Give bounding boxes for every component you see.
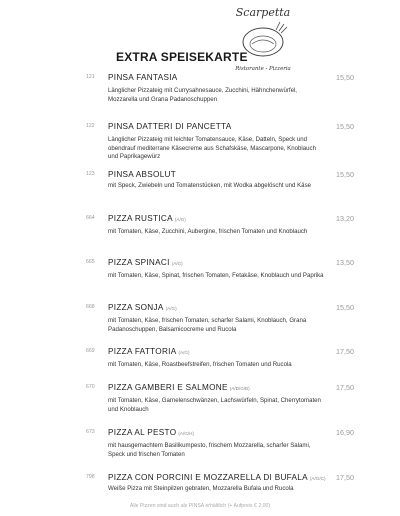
item-name: PINSA DATTERI DI PANCETTA [108,122,232,131]
item-name: PIZZA CON PORCINI E MOZZARELLA DI BUFALA (A/G/C) [108,473,326,482]
item-description: mit hausgemachtem Basilikumpesto, frischem Mozzarella, scharfer Salami, Speck und frischen Tomaten [108,442,311,458]
menu-item [86,170,354,189]
menu-item [86,73,354,103]
menu-item [86,214,354,235]
menu-item [86,303,354,333]
item-price: 15,50 [336,170,354,179]
logo-brand-text: Scarpetta [235,6,291,19]
item-price: 13,20 [336,214,354,223]
item-number: 123 [86,171,95,177]
item-price: 15,50 [336,122,354,131]
item-price: 17,50 [336,347,354,356]
item-description: mit Tomaten, Käse, Zucchini, Aubergine, frischen Tomaten und Knoblauch [108,228,308,235]
item-number: 673 [86,429,95,435]
item-name: PIZZA SPINACI (A/G) [108,258,183,267]
item-number: 121 [86,74,95,80]
item-description: mit Tomaten, Käse, Roastbeefstreifen, frischen Tomaten und Rucola [108,361,292,368]
item-description: Weiße Pizza mit Steinpilzen gebraten, Mozzarella Bufala und Rucola [108,485,294,492]
item-name: PIZZA AL PESTO (A/G/H) [108,428,194,437]
menu-item [86,383,354,413]
page-title: EXTRA SPEISEKARTE [116,50,248,64]
item-price: 15,50 [336,73,354,82]
item-number: 670 [86,384,95,390]
item-description: mit Tomaten, Käse, frischen Tomaten, scharfer Salami, Knoblauch, Grana Padanoschuppen, Balsamicocreme und Rucola [108,317,307,333]
menu-item [86,347,354,368]
item-description: mit Tomaten, Käse, Garnelenschwänzen, Lachswürfeln, Spinat, Cherrytomaten und Knoblauch [108,397,321,413]
item-number: 668 [86,304,95,310]
item-description: Länglicher Pizzateig mit leichter Tomatensauce, Käse, Datteln, Speck und obendrauf mediterrane Käsecreme aus Schafskäse, Mascarpone, Knoblauch und Paprikagewürz [108,136,316,161]
menu-item [86,428,354,458]
item-number: 122 [86,123,95,129]
menu-item [86,258,354,279]
menu-item [86,473,354,492]
item-name: PINSA ABSOLUT [108,170,177,179]
menu-list [86,0,354,516]
item-name: PIZZA RUSTICA (A/G) [108,214,186,223]
item-price: 15,50 [336,303,354,312]
item-name: PINSA FANTASIA [108,73,178,82]
menu-item [86,122,354,161]
item-price: 13,50 [336,258,354,267]
item-number: 664 [86,215,95,221]
item-description: Länglicher Pizzateig mit Currysahnesauce, Zucchini, Hähnchenwürfel, Mozzarella und Grana Padanoschuppen [108,87,297,103]
logo-tagline-text: Ristorante - Pizzeria [235,66,291,72]
item-name: PIZZA FATTORIA (A/G) [108,347,190,356]
item-description: mit Tomaten, Käse, Spinat, frischen Tomaten, Fetakäse, Knoblauch und Paprika [108,272,324,279]
item-price: 17,50 [336,473,354,482]
item-description: mit Speck, Zwiebeln und Tomatenstücken, mit Wodka abgelöscht und Käse [108,182,312,189]
item-number: 665 [86,259,95,265]
item-price: 16,90 [336,428,354,437]
item-number: 798 [86,474,95,480]
item-number: 669 [86,348,95,354]
pinsa-footnote: Alle Pizzen sind auch als PINSA erhältlich (+ Aufpreis € 2,00) [129,503,271,509]
item-price: 17,50 [336,383,354,392]
item-name: PIZZA GAMBERI E SALMONE (A/D/G/B) [108,383,250,392]
item-name: PIZZA SONJA (A/G) [108,303,177,312]
